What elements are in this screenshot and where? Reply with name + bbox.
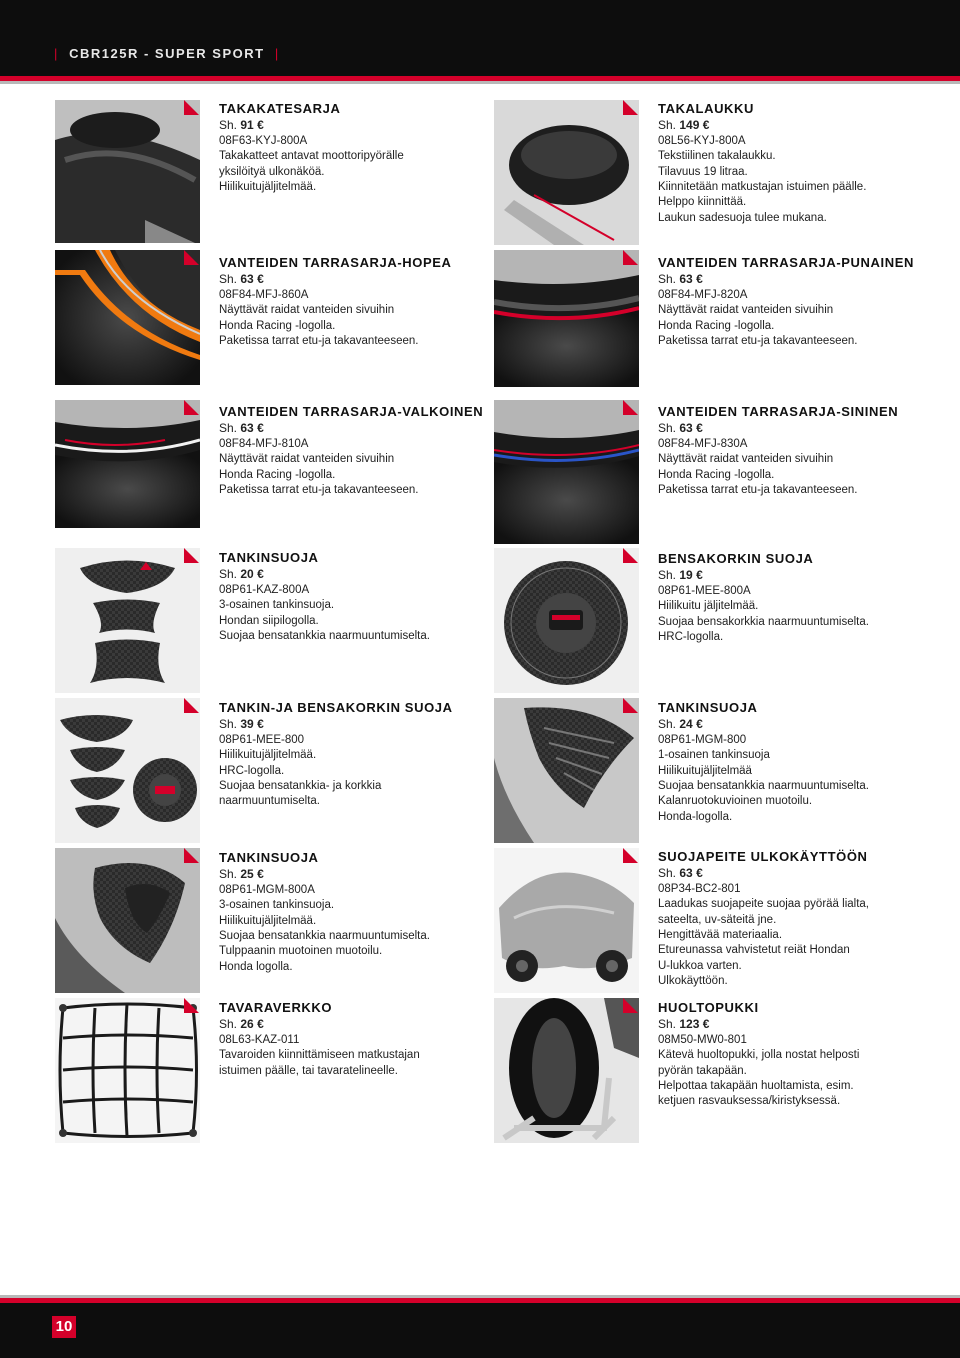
price-value: 19 xyxy=(679,568,693,583)
product-image-paddock-stand xyxy=(494,998,639,1143)
product-desc-line: Suojaa bensatankkia naarmuuntumiselta. xyxy=(219,930,430,943)
price-value: 39 xyxy=(240,717,254,732)
euro-icon: € xyxy=(257,1017,264,1032)
product-image-wheel-blue xyxy=(494,400,639,544)
euro-icon: € xyxy=(257,272,264,287)
header-title: CBR125R - SUPER SPORT xyxy=(69,46,265,61)
corner-triangle-icon xyxy=(184,100,199,115)
product-image-wheel-white xyxy=(55,400,200,528)
euro-icon: € xyxy=(696,421,703,436)
product-desc-line: yksilöityä ulkonäköä. xyxy=(219,165,325,178)
header-bar-left: | xyxy=(54,46,70,61)
product-desc-line: naarmuuntumiselta. xyxy=(219,795,320,808)
corner-triangle-icon xyxy=(184,400,199,415)
product-desc-line: 3-osainen tankinsuoja. xyxy=(219,899,335,912)
product-desc-line: HRC-logolla. xyxy=(658,631,724,644)
price-value: 123 xyxy=(679,1017,700,1032)
product-price: Sh. 149 € xyxy=(658,118,710,133)
product-image-outdoor-cover xyxy=(494,848,639,993)
product-desc-line: Tavaroiden kiinnittämiseen matkustajan xyxy=(219,1049,420,1062)
product-desc-line: Honda Racing -logolla. xyxy=(219,319,336,332)
corner-triangle-icon xyxy=(623,548,638,563)
product-desc-line: Näyttävät raidat vanteiden sivuihin xyxy=(219,304,395,317)
product-desc-line: Paketissa tarrat etu-ja takavanteeseen. xyxy=(219,484,419,497)
product-price: Sh. 63 € xyxy=(219,421,264,436)
product-image-wheel-red xyxy=(494,250,639,387)
header-gray-stripe xyxy=(0,81,960,84)
product-desc-line: Helppo kiinnittää. xyxy=(658,196,747,209)
price-value: 24 xyxy=(679,717,693,732)
product-desc-line: Ulkokäyttöön. xyxy=(658,975,728,988)
corner-triangle-icon xyxy=(623,698,638,713)
product-desc-line: Helpottaa takapään huoltamista, esim. xyxy=(658,1080,854,1093)
product-code: 08L63-KAZ-011 xyxy=(219,1033,300,1046)
header-bar-right: | xyxy=(264,46,280,61)
product-desc-line: Honda Racing -logolla. xyxy=(658,319,775,332)
product-desc-line: Paketissa tarrat etu-ja takavanteeseen. xyxy=(658,335,858,348)
product-desc-line: Tilavuus 19 litraa. xyxy=(658,165,748,178)
product-code: 08P61-MEE-800 xyxy=(219,733,305,746)
corner-triangle-icon xyxy=(184,998,199,1013)
product-desc-line: istuimen päälle, tai tavaratelineelle. xyxy=(219,1064,398,1077)
euro-icon: € xyxy=(257,118,264,133)
product-desc-line: Laadukas suojapeite suojaa pyörää lialta, xyxy=(658,898,869,911)
product-desc-line: ketjuen rasvauksessa/kiristyksessä. xyxy=(658,1095,841,1108)
price-value: 91 xyxy=(240,118,254,133)
product-desc-line: Honda Racing -logolla. xyxy=(219,468,336,481)
product-desc-line: Tulppaanin muotoinen muotoilu. xyxy=(219,945,383,958)
product-desc-line: Takakatteet antavat moottoripyörälle xyxy=(219,150,404,163)
product-price: Sh. 25 € xyxy=(219,867,264,882)
product-name: VANTEIDEN TARRASARJA-SININEN xyxy=(658,404,899,419)
product-image-tank-and-cap xyxy=(55,698,200,843)
product-desc-line: Näyttävät raidat vanteiden sivuihin xyxy=(658,453,834,466)
product-desc-line: HRC-logolla. xyxy=(219,764,285,777)
product-desc-line: Näyttävät raidat vanteiden sivuihin xyxy=(658,304,834,317)
product-desc-line: U-lukkoa varten. xyxy=(658,959,742,972)
corner-triangle-icon xyxy=(623,250,638,265)
euro-icon: € xyxy=(257,867,264,882)
product-desc-line: Kätevä huoltopukki, jolla nostat helposti xyxy=(658,1049,860,1062)
product-image-tank-fishbone xyxy=(494,698,639,843)
product-name: HUOLTOPUKKI xyxy=(658,1000,759,1015)
corner-triangle-icon xyxy=(184,250,199,265)
product-desc-line: Honda logolla. xyxy=(219,960,293,973)
product-code: 08F63-KYJ-800A xyxy=(219,134,308,147)
product-desc-line: 3-osainen tankinsuoja. xyxy=(219,599,335,612)
product-price: Sh. 63 € xyxy=(219,272,264,287)
product-price: Sh. 63 € xyxy=(658,272,703,287)
product-desc-line: Honda-logolla. xyxy=(658,810,733,823)
product-name: TAVARAVERKKO xyxy=(219,1000,333,1015)
product-desc-line: Paketissa tarrat etu-ja takavanteeseen. xyxy=(219,335,419,348)
product-code: 08P61-MGM-800 xyxy=(658,733,747,746)
product-code: 08F84-MFJ-810A xyxy=(219,437,309,450)
product-price: Sh. 123 € xyxy=(658,1017,710,1032)
product-desc-line: Hiilikuitujäljitelmää. xyxy=(219,749,317,762)
product-name: BENSAKORKIN SUOJA xyxy=(658,551,814,566)
product-desc-line: Hengittävää materiaalia. xyxy=(658,929,783,942)
price-value: 63 xyxy=(240,421,254,436)
product-desc-line: Suojaa bensatankkia naarmuuntumiselta. xyxy=(219,630,430,643)
price-value: 63 xyxy=(679,421,693,436)
product-name: TANKIN-JA BENSAKORKIN SUOJA xyxy=(219,700,453,715)
product-desc-line: pyörän takapään. xyxy=(658,1064,747,1077)
product-desc-line: Laukun sadesuoja tulee mukana. xyxy=(658,211,827,224)
product-price: Sh. 91 € xyxy=(219,118,264,133)
euro-icon: € xyxy=(257,421,264,436)
product-price: Sh. 24 € xyxy=(658,717,703,732)
product-desc-line: 1-osainen tankinsuoja xyxy=(658,749,770,762)
product-code: 08P61-MGM-800A xyxy=(219,883,315,896)
euro-icon: € xyxy=(696,568,703,583)
product-code: 08F84-MFJ-830A xyxy=(658,437,748,450)
euro-icon: € xyxy=(702,118,710,133)
product-desc-line: sateelta, uv-säteitä jne. xyxy=(658,913,777,926)
product-name: TANKINSUOJA xyxy=(219,550,319,565)
euro-icon: € xyxy=(696,866,703,881)
product-price: Sh. 63 € xyxy=(658,421,703,436)
corner-triangle-icon xyxy=(623,100,638,115)
price-value: 63 xyxy=(679,272,693,287)
product-name: TAKAKATESARJA xyxy=(219,101,341,116)
product-image-rear-seat-cowl xyxy=(55,100,200,243)
price-value: 25 xyxy=(240,867,254,882)
product-name: TANKINSUOJA xyxy=(658,700,758,715)
corner-triangle-icon xyxy=(623,998,638,1013)
product-desc-line: Hiilikuitujäljitelmää. xyxy=(219,181,317,194)
product-desc-line: Hiilikuitujäljitelmää. xyxy=(219,914,317,927)
product-price: Sh. 20 € xyxy=(219,567,264,582)
product-code: 08P61-MEE-800A xyxy=(658,584,751,597)
product-code: 08F84-MFJ-820A xyxy=(658,288,748,301)
corner-triangle-icon xyxy=(184,848,199,863)
product-name: TANKINSUOJA xyxy=(219,850,319,865)
header-title-row xyxy=(54,46,280,61)
product-code: 08F84-MFJ-860A xyxy=(219,288,309,301)
product-name: SUOJAPEITE ULKOKÄYTTÖÖN xyxy=(658,849,868,864)
product-desc-line: Tekstiilinen takalaukku. xyxy=(658,150,776,163)
page-footer xyxy=(0,1303,960,1358)
euro-icon: € xyxy=(702,1017,710,1032)
product-image-tank-tulip xyxy=(55,848,200,993)
euro-icon: € xyxy=(257,567,264,582)
product-desc-line: Kalanruotokuvioinen muotoilu. xyxy=(658,795,813,808)
product-image-cargo-net xyxy=(55,998,200,1143)
product-price: Sh. 26 € xyxy=(219,1017,264,1032)
product-code: 08P34-BC2-801 xyxy=(658,882,741,895)
price-value: 20 xyxy=(240,567,254,582)
product-desc-line: Suojaa bensatankkia- ja korkkia xyxy=(219,780,382,793)
product-image-fuel-cap-pad xyxy=(494,548,639,693)
product-image-wheel-orange xyxy=(55,250,200,385)
product-name: TAKALAUKKU xyxy=(658,101,755,116)
product-desc-line: Honda Racing -logolla. xyxy=(658,468,775,481)
corner-triangle-icon xyxy=(184,548,199,563)
product-name: VANTEIDEN TARRASARJA-HOPEA xyxy=(219,255,452,270)
euro-icon: € xyxy=(257,717,264,732)
product-name: VANTEIDEN TARRASARJA-PUNAINEN xyxy=(658,255,914,270)
page-header xyxy=(0,0,960,76)
product-desc-line: Hiilikuitujäljitelmää xyxy=(658,764,752,777)
product-desc-line: Etureunassa vahvistetut reiät Hondan xyxy=(658,944,850,957)
product-code: 08P61-KAZ-800A xyxy=(219,583,310,596)
page-number: 10 xyxy=(52,1316,76,1338)
price-value: 63 xyxy=(679,866,693,881)
product-image-tank-pad-3 xyxy=(55,548,200,693)
product-desc-line: Suojaa bensakorkkia naarmuuntumiselta. xyxy=(658,615,869,628)
product-name: VANTEIDEN TARRASARJA-VALKOINEN xyxy=(219,404,484,419)
product-code: 08L56-KYJ-800A xyxy=(658,134,746,147)
product-desc-line: Näyttävät raidat vanteiden sivuihin xyxy=(219,453,395,466)
product-desc-line: Suojaa bensatankkia naarmuuntumiselta. xyxy=(658,780,869,793)
price-value: 26 xyxy=(240,1017,254,1032)
product-desc-line: Kiinnitetään matkustajan istuimen päälle. xyxy=(658,181,867,194)
corner-triangle-icon xyxy=(184,698,199,713)
euro-icon: € xyxy=(696,272,703,287)
product-desc-line: Paketissa tarrat etu-ja takavanteeseen. xyxy=(658,484,858,497)
euro-icon: € xyxy=(696,717,703,732)
corner-triangle-icon xyxy=(623,400,638,415)
price-value: 63 xyxy=(240,272,254,287)
product-price: Sh. 19 € xyxy=(658,568,703,583)
corner-triangle-icon xyxy=(623,848,638,863)
product-desc-line: Hiilikuitu jäljitelmää. xyxy=(658,600,759,613)
product-price: Sh. 39 € xyxy=(219,717,264,732)
product-code: 08M50-MW0-801 xyxy=(658,1033,747,1046)
price-value: 149 xyxy=(679,118,700,133)
product-image-rear-bag xyxy=(494,100,639,245)
product-price: Sh. 63 € xyxy=(658,866,703,881)
product-desc-line: Hondan siipilogolla. xyxy=(219,614,319,627)
